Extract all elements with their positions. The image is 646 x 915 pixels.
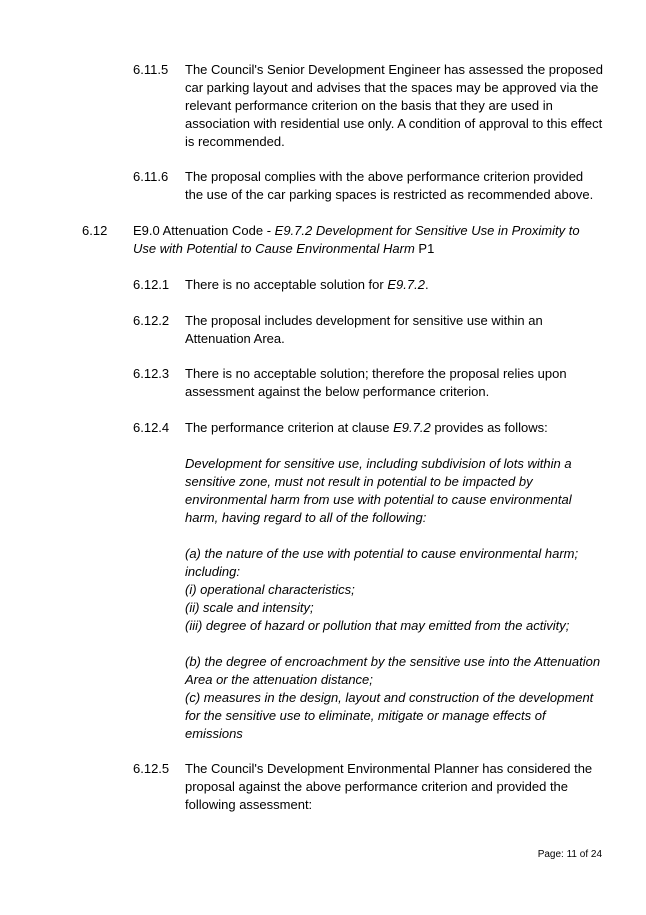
heading-code: E9.0 Attenuation Code - [133, 223, 275, 238]
paragraph-number: 6.12.1 [133, 277, 170, 292]
clause-reference: E9.7.2 [393, 420, 431, 435]
paragraph-text: The Council's Senior Development Engineer has assessed the proposed car parking layout and advises that the spaces may be approved via the relevant performance criterion on the basis that they are used in association with residential use only. A condition of approval to this effect is recommended. [185, 62, 604, 149]
clause-reference: E9.7.2 [387, 277, 425, 292]
page-number-footer: Page: 11 of 24 [537, 849, 602, 860]
section-number: 6.12 [82, 223, 108, 238]
criterion-item-b: (b) the degree of encroachment by the sensitive use into the Attenuation Area or the attenuation distance; [185, 654, 601, 687]
paragraph-text: The Council's Development Environmental Planner has considered the proposal against the above performance criterion and provided the following assessment: [185, 761, 593, 812]
quoted-criterion [185, 455, 603, 743]
paragraph-text: The proposal complies with the above performance criterion provided the use of the car parking spaces is restricted as recommended above. [185, 169, 594, 202]
paragraph-text: The proposal includes development for sensitive use within an Attenuation Area. [185, 313, 543, 346]
criterion-intro: Development for sensitive use, including subdivision of lots within a sensitive zone, must not result in potential to be impacted by environmental harm from use with potential to cause environmental harm, having regard to all of the following: [185, 456, 572, 525]
paragraph-number: 6.11.5 [133, 62, 169, 77]
criterion-item-a: (a) the nature of the use with potential to cause environmental harm; including: [185, 546, 579, 579]
heading-suffix: P1 [414, 241, 435, 256]
paragraph-text: There is no acceptable solution; therefore the proposal relies upon assessment against the below performance criterion. [185, 366, 567, 399]
paragraph-text: There is no acceptable solution for E9.7.2. [185, 277, 429, 292]
paragraph-text: The performance criterion at clause E9.7.2 provides as follows: [185, 420, 548, 435]
section-heading [133, 222, 603, 258]
criterion-item-c: (c) measures in the design, layout and construction of the development for the sensitive use to eliminate, mitigate or manage effects of emissions [185, 690, 594, 741]
paragraph-number: 6.12.4 [133, 420, 170, 435]
paragraph-number: 6.12.2 [133, 313, 170, 328]
paragraph-number: 6.12.5 [133, 761, 170, 776]
criterion-item-iii: (iii) degree of hazard or pollution that may emitted from the activity; [185, 618, 570, 633]
paragraph-number: 6.12.3 [133, 366, 170, 381]
paragraph-number: 6.11.6 [133, 169, 169, 184]
criterion-item-i: (i) operational characteristics; [185, 582, 355, 597]
heading-clause-title: E9.7.2 Development for Sensitive Use in Proximity to Use with Potential to Cause Environmental Harm [133, 223, 580, 256]
criterion-item-ii: (ii) scale and intensity; [185, 600, 314, 615]
